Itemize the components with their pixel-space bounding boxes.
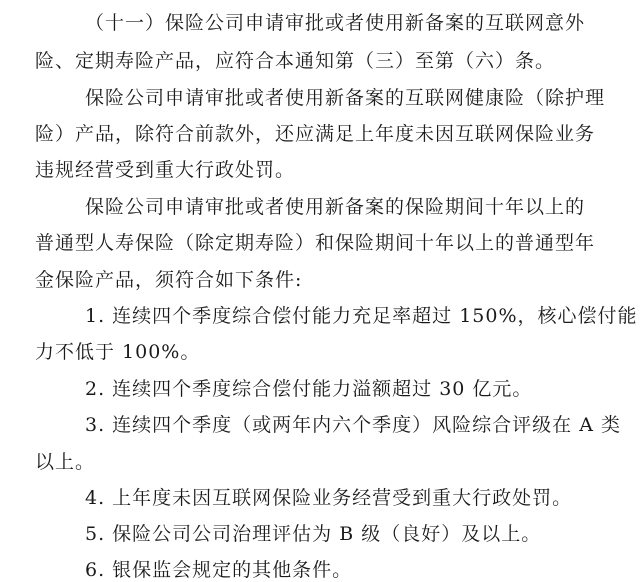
paragraph-line: 违规经营受到重大行政处罚。: [35, 159, 296, 181]
list-item-line: 5. 保险公司公司治理评估为 B 级（良好）及以上。: [85, 523, 542, 545]
paragraph-line: 保险公司申请审批或者使用新备案的互联网健康险（除护理: [85, 87, 606, 109]
list-item-line: 6. 银保监会规定的其他条件。: [85, 559, 353, 581]
paragraph-line: 险）产品，除符合前款外，还应满足上年度未因互联网保险业务: [35, 123, 596, 145]
paragraph-line: 保险公司申请审批或者使用新备案的保险期间十年以上的: [85, 196, 586, 218]
list-item-line: 4. 上年度未因互联网保险业务经营受到重大行政处罚。: [85, 487, 573, 509]
list-item-line: 2. 连续四个季度综合偿付能力溢额超过 30 亿元。: [85, 378, 533, 400]
list-item-line: 以上。: [35, 451, 96, 473]
list-item-line: 3. 连续四个季度（或两年内六个季度）风险综合评级在 A 类: [85, 414, 621, 436]
list-item-line: 力不低于 100%。: [35, 341, 201, 363]
paragraph-line: 普通型人寿保险（除定期寿险）和保险期间十年以上的普通型年: [35, 232, 596, 254]
list-item-line: 1. 连续四个季度综合偿付能力充足率超过 150%，核心偿付能: [85, 305, 638, 327]
paragraph-line: 险、定期寿险产品，应符合本通知第（三）至第（六）条。: [35, 50, 556, 72]
paragraph-line: 金保险产品，须符合如下条件:: [35, 269, 303, 291]
paragraph-line: （十一）保险公司申请审批或者使用新备案的互联网意外: [85, 12, 586, 34]
